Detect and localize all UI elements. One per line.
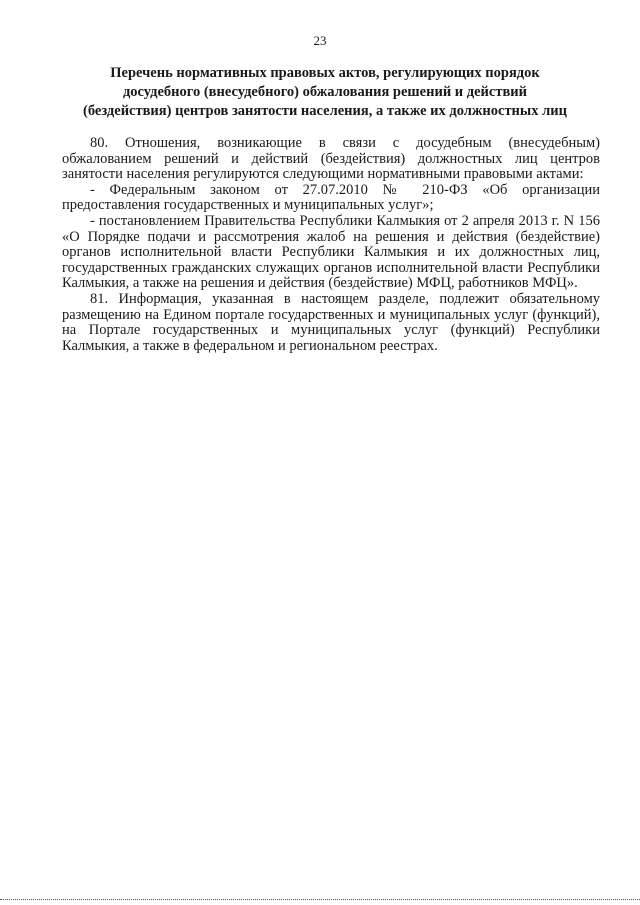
paragraph-80: 80. Отношения, возникающие в связи с досудебным (внесудебным) обжалованием решений и действий (бездействия) должностных лиц центров занятости населения регулируются следующими нормативными правовыми актами: (62, 135, 600, 183)
list-item-federal-law: - Федеральным законом от 27.07.2010 № 210-ФЗ «Об организации предоставления государственных и муниципальных услуг»; (62, 181, 600, 214)
document-title (70, 64, 580, 121)
title-line: (бездействия) центров занятости населения, а также их должностных лиц (83, 103, 567, 119)
paragraph-81: 81. Информация, указанная в настоящем разделе, подлежит обязательному размещению на Едином портале государственных и муниципальных услуг (функций), на Портале государственных и муниципальных услуг (функций) Республики Калмыкия, а также в федеральном и региональном реестрах. (62, 290, 600, 354)
document-body (62, 136, 600, 354)
list-item-government-resolution: - постановлением Правительства Республики Калмыкия от 2 апреля 2013 г. N 156 «О Порядке подачи и рассмотрения жалоб на решения и действия (бездействие) органов исполнительной власти Республики Калмыкия и их должностных лиц, государственных гражданских служащих органов исполнительной власти Республики Калмыкия, а также на решения и действия (бездействие) МФЦ, работников МФЦ». (62, 212, 600, 292)
footer-divider (0, 899, 640, 900)
title-line: Перечень нормативных правовых актов, регулирующих порядок (110, 65, 540, 81)
page-number: 23 (313, 33, 327, 48)
title-line: досудебного (внесудебного) обжалования решений и действий (122, 84, 528, 100)
